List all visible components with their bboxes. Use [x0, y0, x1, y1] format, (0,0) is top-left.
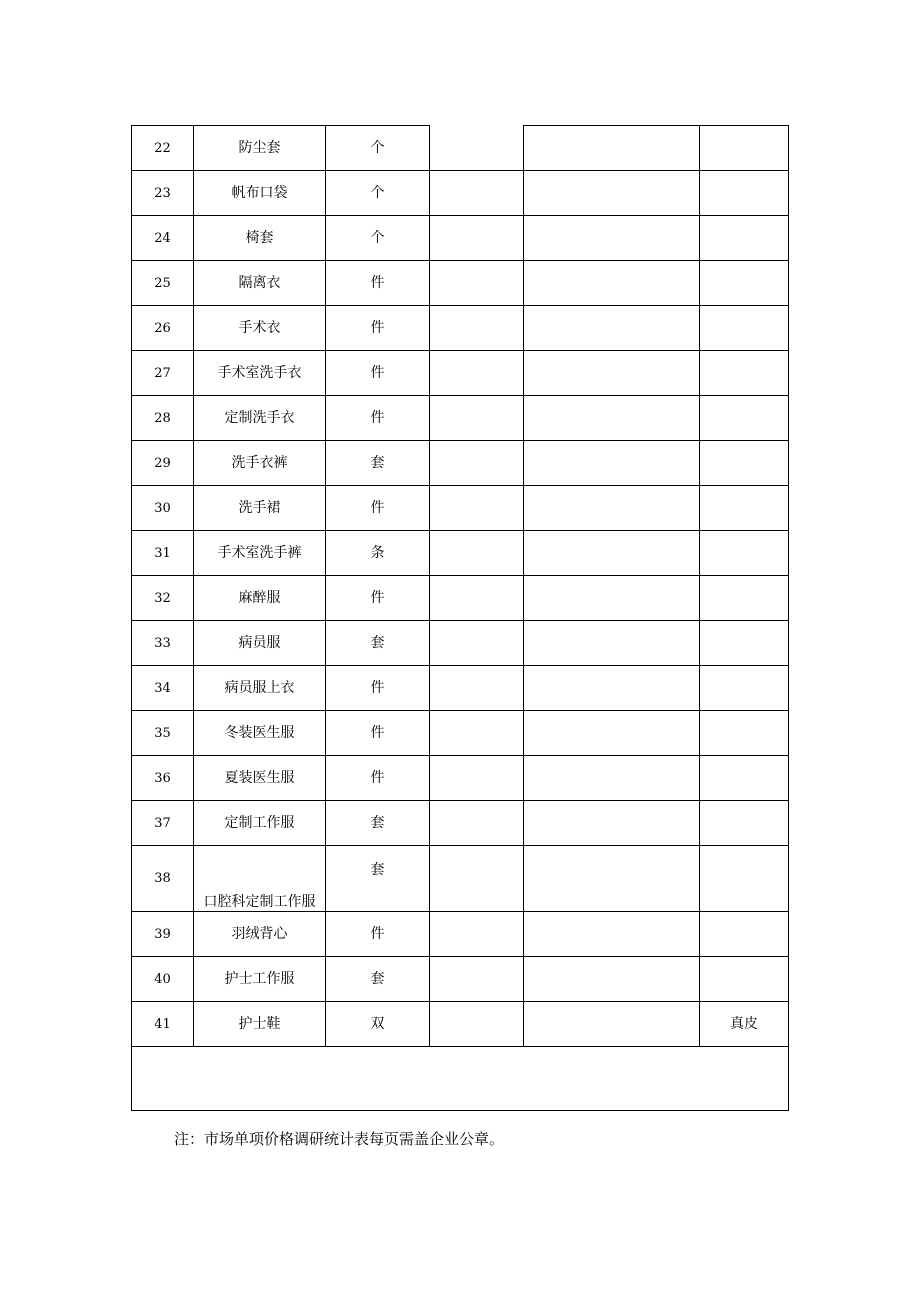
item-note-cell — [700, 912, 789, 957]
table-row — [132, 621, 789, 666]
table-row — [132, 912, 789, 957]
blank-merged-cell — [132, 1047, 789, 1111]
item-name-cell: 病员服 — [194, 621, 326, 666]
item-number-cell: 35 — [132, 711, 194, 756]
item-number-cell: 23 — [132, 171, 194, 216]
item-name-cell: 护士工作服 — [194, 957, 326, 1002]
item-note-cell — [700, 261, 789, 306]
empty-price-cell — [524, 846, 700, 912]
table-row — [132, 396, 789, 441]
item-unit-cell: 条 — [326, 531, 430, 576]
empty-price-cell — [524, 396, 700, 441]
item-note-cell — [700, 957, 789, 1002]
item-number-cell: 32 — [132, 576, 194, 621]
item-note-cell — [700, 801, 789, 846]
empty-price-cell — [430, 756, 524, 801]
item-name-cell: 洗手衣裤 — [194, 441, 326, 486]
empty-price-cell — [524, 576, 700, 621]
item-name-cell: 定制洗手衣 — [194, 396, 326, 441]
item-number-cell: 25 — [132, 261, 194, 306]
item-name-cell: 麻醉服 — [194, 576, 326, 621]
footnote: 注：市场单项价格调研统计表每页需盖企业公章。 — [174, 1130, 505, 1148]
item-number-cell: 34 — [132, 666, 194, 711]
item-unit-cell: 件 — [326, 576, 430, 621]
item-note-cell — [700, 486, 789, 531]
item-note-cell — [700, 666, 789, 711]
item-note-cell — [700, 126, 789, 171]
item-number-cell: 27 — [132, 351, 194, 396]
item-unit-cell: 套 — [326, 441, 430, 486]
table-row — [132, 1002, 789, 1047]
item-number-cell: 39 — [132, 912, 194, 957]
item-number-cell: 28 — [132, 396, 194, 441]
item-number-cell: 22 — [132, 126, 194, 171]
table-row — [132, 576, 789, 621]
item-note-cell — [700, 171, 789, 216]
empty-price-cell — [524, 171, 700, 216]
empty-price-cell — [524, 441, 700, 486]
table-row — [132, 531, 789, 576]
empty-price-cell — [524, 306, 700, 351]
empty-price-cell — [430, 912, 524, 957]
table-row — [132, 666, 789, 711]
item-note-cell — [700, 396, 789, 441]
table-row — [132, 846, 789, 912]
empty-price-cell — [524, 351, 700, 396]
item-unit-cell: 件 — [326, 711, 430, 756]
item-number-cell: 31 — [132, 531, 194, 576]
empty-price-cell — [524, 126, 700, 171]
table-row — [132, 486, 789, 531]
table-row — [132, 756, 789, 801]
empty-price-cell — [524, 912, 700, 957]
item-name-cell: 手术室洗手衣 — [194, 351, 326, 396]
table-row — [132, 216, 789, 261]
empty-price-cell — [524, 261, 700, 306]
item-note-cell — [700, 576, 789, 621]
item-name-cell: 椅套 — [194, 216, 326, 261]
table-row — [132, 801, 789, 846]
empty-price-cell — [524, 531, 700, 576]
item-note-cell — [700, 306, 789, 351]
item-name-cell: 口腔科定制工作服 — [194, 846, 326, 912]
item-note-cell — [700, 531, 789, 576]
price-survey-table — [131, 125, 789, 1111]
empty-price-cell — [430, 531, 524, 576]
item-name-cell: 防尘套 — [194, 126, 326, 171]
item-unit-cell: 套 — [326, 801, 430, 846]
table-row — [132, 171, 789, 216]
empty-price-cell — [430, 261, 524, 306]
item-unit-cell: 个 — [326, 216, 430, 261]
item-unit-cell: 双 — [326, 1002, 430, 1047]
empty-price-cell — [524, 756, 700, 801]
table-row — [132, 711, 789, 756]
table-row — [132, 261, 789, 306]
table-row — [132, 306, 789, 351]
empty-price-cell — [430, 1002, 524, 1047]
empty-price-cell — [430, 801, 524, 846]
item-unit-cell: 套 — [326, 621, 430, 666]
empty-price-cell — [430, 486, 524, 531]
item-name-cell: 冬装医生服 — [194, 711, 326, 756]
empty-price-cell — [430, 666, 524, 711]
item-note-cell — [700, 846, 789, 912]
empty-price-cell — [430, 621, 524, 666]
item-number-cell: 40 — [132, 957, 194, 1002]
item-name-cell: 羽绒背心 — [194, 912, 326, 957]
table-row — [132, 126, 789, 171]
blank-row — [132, 1047, 789, 1111]
item-unit-cell: 件 — [326, 912, 430, 957]
empty-price-cell — [430, 846, 524, 912]
item-note-cell — [700, 756, 789, 801]
item-note-cell: 真皮 — [700, 1002, 789, 1047]
empty-price-cell — [430, 171, 524, 216]
item-name-cell: 手术室洗手裤 — [194, 531, 326, 576]
empty-price-cell — [430, 957, 524, 1002]
item-unit-cell: 件 — [326, 261, 430, 306]
item-name-cell: 手术衣 — [194, 306, 326, 351]
empty-price-cell — [524, 621, 700, 666]
item-name-cell: 洗手裙 — [194, 486, 326, 531]
item-name-cell: 帆布口袋 — [194, 171, 326, 216]
empty-price-cell — [430, 711, 524, 756]
empty-price-cell — [524, 666, 700, 711]
table-row — [132, 351, 789, 396]
item-number-cell: 37 — [132, 801, 194, 846]
empty-price-cell — [430, 576, 524, 621]
empty-price-cell — [430, 306, 524, 351]
empty-price-cell — [524, 711, 700, 756]
table-row — [132, 957, 789, 1002]
item-unit-cell: 件 — [326, 351, 430, 396]
empty-price-cell — [524, 957, 700, 1002]
empty-price-cell — [524, 801, 700, 846]
item-number-cell: 41 — [132, 1002, 194, 1047]
item-note-cell — [700, 441, 789, 486]
item-number-cell: 26 — [132, 306, 194, 351]
empty-price-cell — [524, 486, 700, 531]
empty-price-cell — [430, 396, 524, 441]
table-row — [132, 441, 789, 486]
item-unit-cell: 套 — [326, 957, 430, 1002]
empty-price-cell — [430, 351, 524, 396]
item-number-cell: 33 — [132, 621, 194, 666]
item-unit-cell: 件 — [326, 306, 430, 351]
item-unit-cell: 件 — [326, 666, 430, 711]
item-number-cell: 38 — [132, 846, 194, 912]
item-unit-cell: 套 — [326, 846, 430, 912]
item-note-cell — [700, 216, 789, 261]
item-unit-cell: 个 — [326, 126, 430, 171]
item-number-cell: 24 — [132, 216, 194, 261]
item-unit-cell: 件 — [326, 486, 430, 531]
item-name-cell: 护士鞋 — [194, 1002, 326, 1047]
item-name-cell: 病员服上衣 — [194, 666, 326, 711]
empty-price-cell — [524, 216, 700, 261]
item-unit-cell: 件 — [326, 396, 430, 441]
item-note-cell — [700, 621, 789, 666]
item-note-cell — [700, 351, 789, 396]
empty-price-cell — [430, 216, 524, 261]
empty-price-cell — [430, 126, 524, 171]
item-unit-cell: 个 — [326, 171, 430, 216]
item-note-cell — [700, 711, 789, 756]
item-name-cell: 隔离衣 — [194, 261, 326, 306]
item-name-cell: 夏装医生服 — [194, 756, 326, 801]
item-number-cell: 30 — [132, 486, 194, 531]
empty-price-cell — [430, 441, 524, 486]
item-number-cell: 36 — [132, 756, 194, 801]
item-name-cell: 定制工作服 — [194, 801, 326, 846]
item-number-cell: 29 — [132, 441, 194, 486]
item-unit-cell: 件 — [326, 756, 430, 801]
empty-price-cell — [524, 1002, 700, 1047]
